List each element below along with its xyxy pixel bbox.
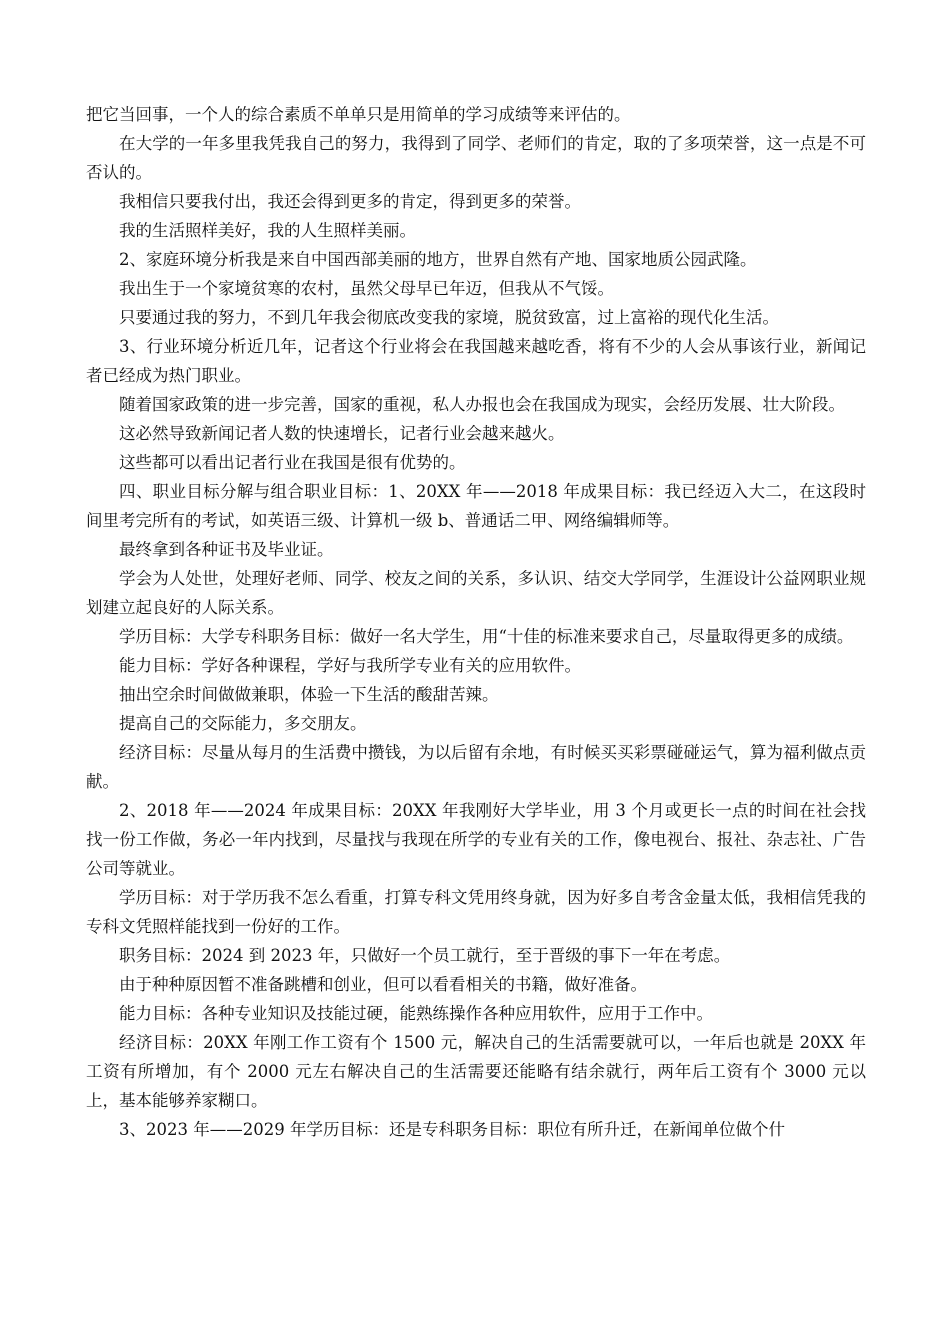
paragraph: 这必然导致新闻记者人数的快速增长，记者行业会越来越火。 bbox=[119, 424, 565, 443]
paragraph: 我相信只要我付出，我还会得到更多的肯定，得到更多的荣誉。 bbox=[119, 192, 581, 211]
paragraph: 我的生活照样美好，我的人生照样美丽。 bbox=[119, 221, 416, 240]
paragraph: 能力目标：各种专业知识及技能过硬，能熟练操作各种应用软件，应用于工作中。 bbox=[119, 1004, 713, 1023]
paragraph: 经济目标：尽量从每月的生活费中攒钱，为以后留有余地，有时候买买彩票碰碰运气，算为福利做点贡献。 bbox=[86, 743, 866, 791]
paragraph: 职务目标：2024 到 2023 年，只做好一个员工就行，至于晋级的事下一年在考虑。 bbox=[119, 946, 731, 965]
paragraph: 四、职业目标分解与组合职业目标：1、20XX 年——2018 年成果目标：我已经迈入大二，在这段时间里考完所有的考试，如英语三级、计算机一级 b、普通话二甲、网络编辑师等。 bbox=[86, 482, 866, 530]
paragraph: 在大学的一年多里我凭我自己的努力，我得到了同学、老师们的肯定，取的了多项荣誉，这一点是不可否认的。 bbox=[86, 134, 866, 182]
document-page bbox=[86, 100, 866, 1144]
paragraph: 由于种种原因暂不准备跳槽和创业，但可以看看相关的书籍，做好准备。 bbox=[119, 975, 647, 994]
paragraph: 3、行业环境分析近几年，记者这个行业将会在我国越来越吃香，将有不少的人会从事该行业，新闻记者已经成为热门职业。 bbox=[86, 337, 866, 385]
paragraph: 提高自己的交际能力，多交朋友。 bbox=[119, 714, 367, 733]
paragraph: 这些都可以看出记者行业在我国是很有优势的。 bbox=[119, 453, 466, 472]
paragraph: 我出生于一个家境贫寒的农村，虽然父母早已年迈，但我从不气馁。 bbox=[119, 279, 614, 298]
paragraph: 经济目标：20XX 年刚工作工资有个 1500 元，解决自己的生活需要就可以，一年后也就是 20XX 年工资有所增加，有个 2000 元左右解决自己的生活需要还能略有结余就行，两年后工资有个 3000 元以上，基本能够养家糊口。 bbox=[86, 1033, 866, 1110]
paragraph: 抽出空余时间做做兼职，体验一下生活的酸甜苦辣。 bbox=[119, 685, 499, 704]
paragraph: 最终拿到各种证书及毕业证。 bbox=[119, 540, 334, 559]
paragraph: 随着国家政策的进一步完善，国家的重视，私人办报也会在我国成为现实，会经历发展、壮大阶段。 bbox=[119, 395, 845, 414]
paragraph: 只要通过我的努力，不到几年我会彻底改变我的家境，脱贫致富，过上富裕的现代化生活。 bbox=[119, 308, 779, 327]
paragraph: 学历目标：对于学历我不怎么看重，打算专科文凭用终身就，因为好多自考含金量太低，我相信凭我的专科文凭照样能找到一份好的工作。 bbox=[86, 888, 866, 936]
paragraph: 2、家庭环境分析我是来自中国西部美丽的地方，世界自然有产地、国家地质公园武隆。 bbox=[119, 250, 757, 269]
paragraph: 2、2018 年——2024 年成果目标：20XX 年我刚好大学毕业，用 3 个月或更长一点的时间在社会找找一份工作做，务必一年内找到，尽量找与我现在所学的专业有关的工作，像电视台、报社、杂志社、广告公司等就业。 bbox=[86, 801, 866, 878]
paragraph: 把它当回事，一个人的综合素质不单单只是用简单的学习成绩等来评估的。 bbox=[86, 105, 631, 124]
paragraph: 能力目标：学好各种课程，学好与我所学专业有关的应用软件。 bbox=[119, 656, 581, 675]
paragraph: 学会为人处世，处理好老师、同学、校友之间的关系，多认识、结交大学同学，生涯设计公益网职业规划建立起良好的人际关系。 bbox=[86, 569, 866, 617]
paragraph: 学历目标：大学专科职务目标：做好一名大学生，用“十佳的标准来要求自己，尽量取得更多的成绩。 bbox=[119, 627, 854, 646]
paragraph: 3、2023 年——2029 年学历目标：还是专科职务目标：职位有所升迁，在新闻单位做个什 bbox=[119, 1120, 785, 1139]
